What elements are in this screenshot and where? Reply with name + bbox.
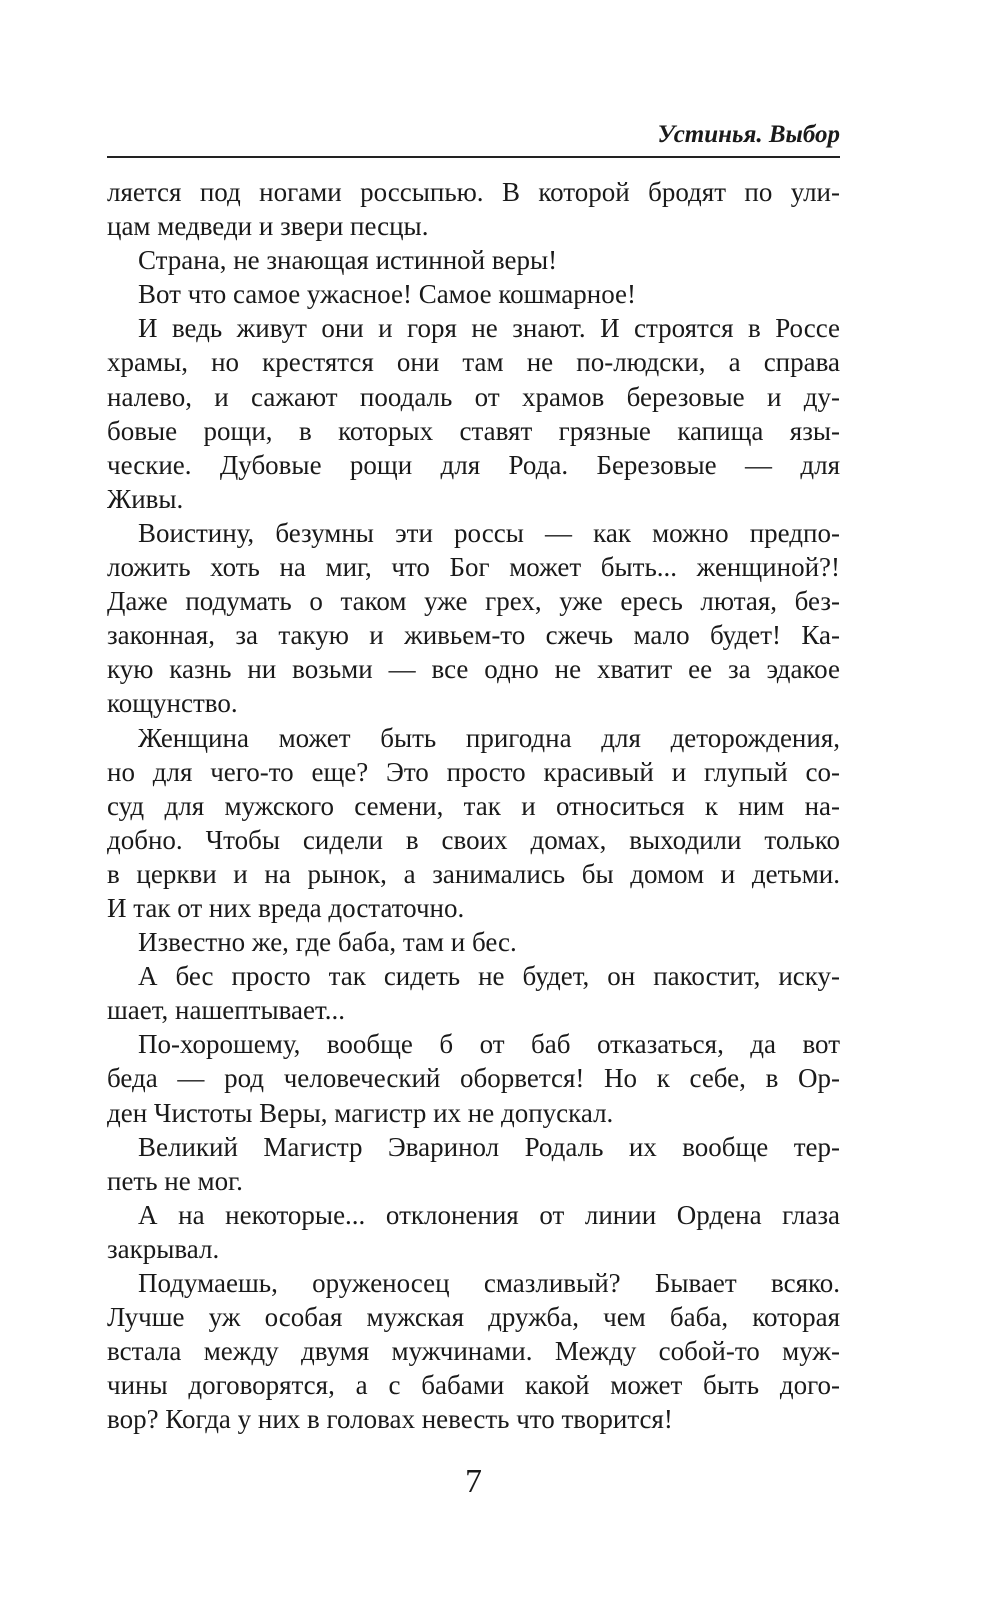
text-line: Даже подумать о таком уже грех, уже ересь лютая, без- bbox=[107, 586, 840, 617]
text-line: Подумаешь, оруженосец смазливый? Бывает всяко. bbox=[138, 1268, 840, 1298]
text-line: кую казнь ни возьми — все одно не хватит ее за эдакое bbox=[107, 654, 840, 685]
text-line: Женщина может быть пригодна для деторождения, bbox=[138, 722, 840, 753]
text-line: кощунство. bbox=[107, 688, 238, 719]
text-line: А бес просто так сидеть не будет, он пакостит, иску- bbox=[138, 961, 840, 992]
text-line: закрывал. bbox=[107, 1233, 220, 1264]
text-line: А на некоторые... отклонения от линии Ордена глаза bbox=[138, 1199, 840, 1230]
text-line: добно. Чтобы сидели в своих домах, выходили только bbox=[107, 824, 840, 855]
text-line: Воистину, безумны эти россы — как можно предпо- bbox=[138, 517, 840, 548]
text-line: Лучше уж особая мужская дружба, чем баба, которая bbox=[107, 1302, 840, 1333]
text-line: налево, и сажают поодаль от храмов березовые и ду- bbox=[107, 381, 840, 412]
text-line: ческие. Дубовые рощи для Рода. Березовые — для bbox=[107, 449, 840, 480]
text-line: чины договорятся, а с бабами какой может быть дого- bbox=[107, 1370, 840, 1401]
running-title: Устинья. Выбор bbox=[657, 121, 840, 148]
text-line: бовые рощи, в которых ставят грязные капища язы- bbox=[107, 415, 840, 446]
text-line: суд для мужского семени, так и относиться к ним на- bbox=[107, 790, 840, 821]
text-line: ден Чистоты Веры, магистр их не допускал. bbox=[107, 1097, 614, 1128]
page-number: 7 bbox=[465, 1463, 482, 1500]
text-line: шает, нашептывает... bbox=[107, 995, 346, 1026]
text-line: ляется под ногами россыпью. В которой бродят по ули- bbox=[107, 177, 840, 207]
text-line: петь не мог. bbox=[107, 1165, 243, 1196]
text-line: цам медведи и звери песцы. bbox=[107, 211, 429, 242]
text-line: но для чего-то еще? Это просто красивый и глупый со- bbox=[107, 756, 840, 787]
text-line: ложить хоть на миг, что Бог может быть... женщиной?! bbox=[107, 552, 840, 583]
text-line: законная, за такую и живьем-то сжечь мало будет! Ка- bbox=[107, 620, 840, 651]
text-line: И так от них вреда достаточно. bbox=[107, 892, 465, 923]
text-line: храмы, но крестятся они там не по-людски, а справа bbox=[107, 347, 840, 378]
text-line: беда — род человеческий оборвется! Но к себе, в Ор- bbox=[107, 1063, 840, 1094]
text-line: Живы. bbox=[107, 483, 184, 514]
text-line: вор? Когда у них в головах невесть что творится! bbox=[107, 1404, 673, 1435]
text-line: Вот что самое ужасное! Самое кошмарное! bbox=[138, 279, 637, 310]
text-line: Великий Магистр Эваринол Родаль их вообще тер- bbox=[138, 1131, 840, 1162]
text-line: встала между двумя мужчинами. Между собой-то муж- bbox=[107, 1336, 840, 1367]
text-line: Известно же, где баба, там и бес. bbox=[138, 927, 517, 958]
text-line: в церкви и на рынок, а занимались бы домом и детьми. bbox=[107, 858, 840, 889]
text-line: И ведь живут они и горя не знают. И строятся в Россе bbox=[138, 313, 840, 344]
text-line: По-хорошему, вообще б от баб отказаться, да вот bbox=[138, 1029, 840, 1060]
running-header bbox=[107, 120, 840, 158]
text-line: Страна, не знающая истинной веры! bbox=[138, 245, 558, 276]
body-text bbox=[107, 175, 840, 1436]
